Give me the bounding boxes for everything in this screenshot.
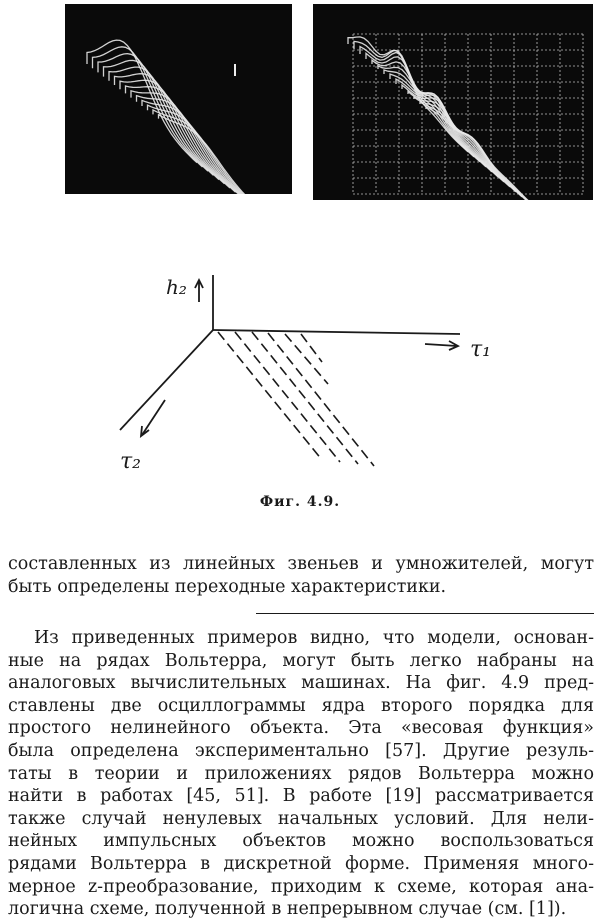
oscillogram-left-traces — [65, 4, 292, 194]
text-line: найти в работах [45, 51]. В работе [19] рассматривается — [8, 786, 594, 807]
axis-tau2-label: τ₂ — [120, 449, 141, 474]
text-line: также случай ненулевых начальных условий. Для нели- — [8, 808, 594, 829]
axis-tau2-line — [120, 330, 213, 430]
paragraph-continuation — [8, 553, 594, 598]
text-line: таты в теории и приложениях рядов Вольтерра можно — [8, 763, 594, 784]
text-line: была определена экспериментально [57]. Другие резуль- — [8, 740, 594, 761]
oscillogram-left — [65, 4, 292, 194]
text-line: Из приведенных примеров видно, что модели, основан- — [34, 628, 594, 648]
text-line: аналоговых вычислительных машинах. На фиг. 4.9 пред- — [8, 673, 594, 694]
axis-h2-arrow — [195, 280, 203, 302]
figure-caption: Фиг. 4.9. — [259, 494, 341, 510]
section-rule — [256, 613, 594, 614]
text-line: ные на рядах Вольтерра, могут быть легко набраны на — [8, 650, 594, 671]
axis-h2-label: h₂ — [166, 275, 187, 299]
text-line: простого нелинейного объекта. Эта «весовая функция» — [8, 718, 594, 739]
axis-tau1-label: τ₁ — [470, 337, 491, 362]
text-line: мерное z-преобразование, приходим к схеме, которая ана- — [8, 876, 594, 897]
axis-tau1-line — [213, 330, 460, 334]
text-line: логична схеме, полученной в непрерывном случае (см. [1]). — [8, 899, 567, 920]
text-line: нейных импульсных объектов можно воспользоваться — [8, 831, 594, 852]
kernel-axes-diagram — [100, 250, 520, 490]
oscillogram-right — [313, 4, 593, 200]
paragraph-main — [8, 627, 594, 921]
text-line: рядами Вольтерра в дискретной форме. Применяя много- — [8, 853, 594, 874]
oscillogram-right-traces — [313, 4, 593, 200]
kernel-section-lines — [218, 332, 374, 466]
axis-tau2-arrow — [141, 400, 165, 436]
text-line: ставлены две осциллограммы ядра второго порядка для — [8, 695, 594, 716]
text-line: быть определены переходные характеристики. — [8, 576, 447, 597]
text-line: составленных из линейных звеньев и умножителей, могут — [8, 554, 594, 574]
axis-tau1-arrow — [425, 341, 458, 350]
